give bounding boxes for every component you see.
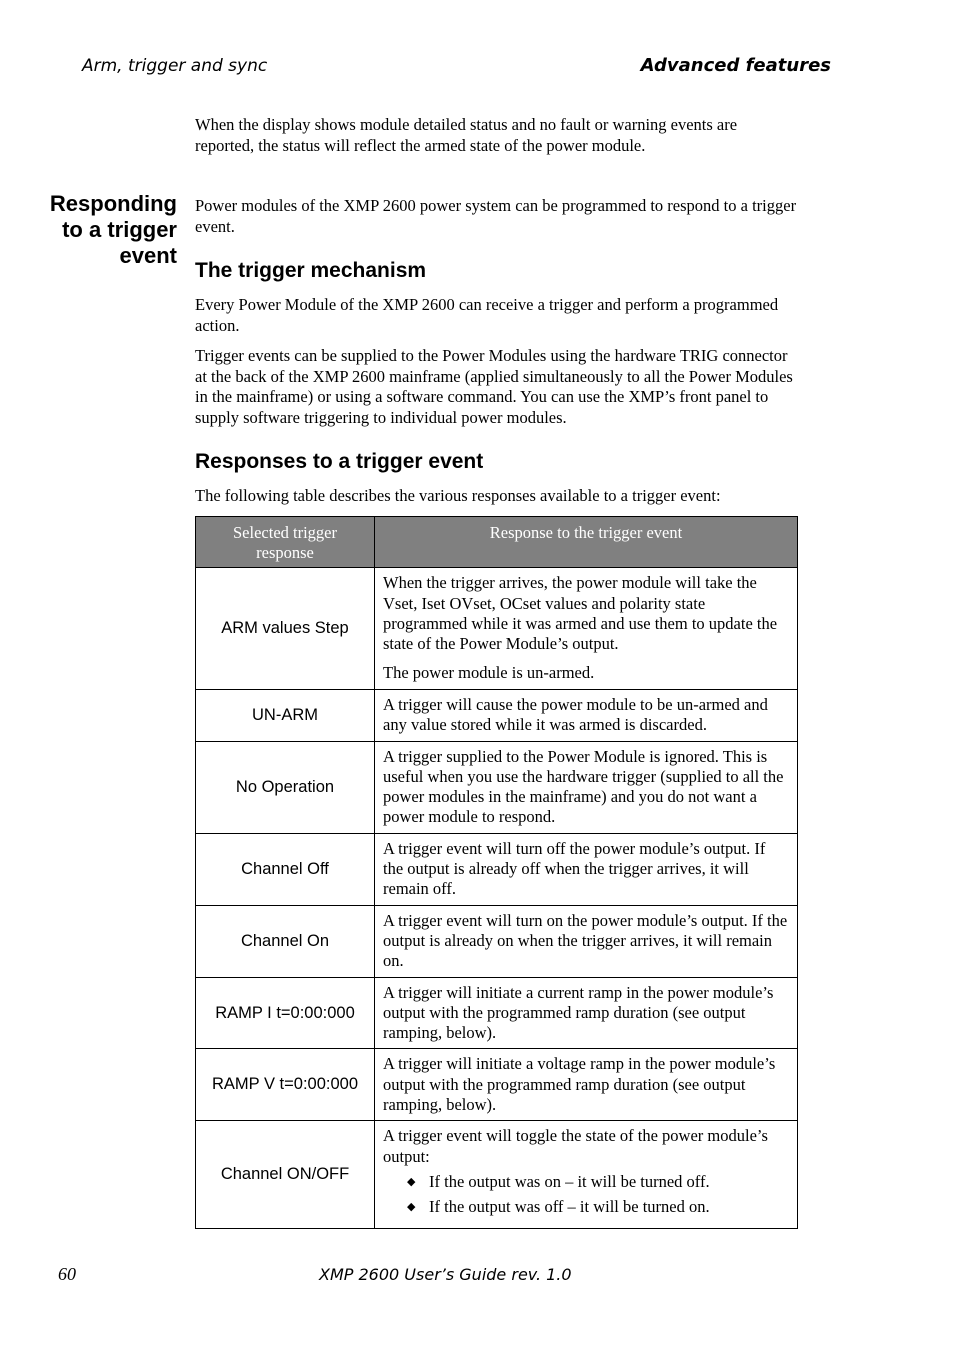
response-name: Channel On: [196, 905, 375, 977]
column-header-response: Selected trigger response: [196, 517, 375, 568]
response-description: [375, 1121, 798, 1228]
footer-guide-title: XMP 2600 User’s Guide: [319, 1265, 507, 1284]
list-item: [405, 1172, 789, 1192]
response-description: [375, 568, 798, 690]
response-name: UN-ARM: [196, 690, 375, 742]
responses-intro: The following table describes the various responses available to a trigger event:: [195, 486, 721, 505]
description-text: A trigger event will toggle the state of the power module’s output:: [383, 1126, 768, 1166]
description-text: A trigger will initiate a voltage ramp in the power module’s output with the programmed ramp duration (see output ramping, below).: [383, 1054, 776, 1115]
table-row: [196, 1049, 798, 1121]
response-name: RAMP V t=0:00:000: [196, 1049, 375, 1121]
mechanism-heading: The trigger mechanism: [195, 259, 427, 282]
footer-title: [319, 1265, 572, 1284]
description-text: A trigger event will turn on the power module’s output. If the output is already on when the trigger arrives, it will remain on.: [383, 910, 788, 971]
table-row: [196, 568, 798, 690]
bullet-list: [383, 1172, 789, 1218]
response-description: [375, 905, 798, 977]
table-row: [196, 833, 798, 905]
table-row: [196, 1121, 798, 1228]
response-description: [375, 1049, 798, 1121]
description-text: A trigger event will turn off the power module’s output. If the output is already off when the trigger arrives, it will remain off.: [383, 838, 766, 899]
response-description: [375, 977, 798, 1049]
page-number: 60: [58, 1264, 76, 1284]
table-row: [196, 977, 798, 1049]
mechanism-paragraph-1: Every Power Module of the XMP 2600 can receive a trigger and perform a programmed action.: [195, 295, 779, 335]
header-chapter: Arm, trigger and sync: [82, 56, 268, 76]
intro-paragraph: When the display shows module detailed status and no fault or warning events are reported, the status will reflect the armed state of the power module.: [195, 115, 738, 155]
header-section: Advanced features: [640, 55, 831, 76]
response-description: [375, 833, 798, 905]
response-name: ARM values Step: [196, 568, 375, 690]
description-text: A trigger will initiate a current ramp in the power module’s output with the programmed ramp duration (see output ramping, below).: [383, 982, 774, 1043]
description-text: A trigger will cause the power module to be un-armed and any value stored while it was armed is discarded.: [383, 695, 768, 735]
description-note: The power module is un-armed.: [383, 663, 595, 683]
table-row: [196, 741, 798, 833]
footer-revision: rev. 1.0: [511, 1265, 572, 1284]
diamond-bullet-icon: ◆: [407, 1175, 416, 1188]
diamond-bullet-icon: ◆: [407, 1201, 416, 1214]
response-name: RAMP I t=0:00:000: [196, 977, 375, 1049]
description-text: When the trigger arrives, the power module will take the Vset, Iset OVset, OCset values and polarity state programmed while it was armed and use them to update the state of the Power Module’s output.: [383, 573, 778, 654]
section-heading: Responding to a trigger event: [49, 191, 177, 268]
responses-heading: Responses to a trigger event: [195, 450, 484, 473]
response-description: [375, 690, 798, 742]
section-intro: Power modules of the XMP 2600 power system can be programmed to respond to a trigger event.: [195, 196, 797, 236]
list-item: [405, 1197, 789, 1217]
mechanism-paragraph-2: Trigger events can be supplied to the Power Modules using the hardware TRIG connector at the back of the XMP 2600 mainframe (applied simultaneously to all the Power Modules in the mainframe) or using a software command. You can use the XMP’s front panel to supply software triggering to individual power modules.: [195, 346, 793, 427]
response-name: Channel Off: [196, 833, 375, 905]
response-description: [375, 741, 798, 833]
table-row: [196, 905, 798, 977]
trigger-response-table: [195, 516, 798, 1229]
table-header-row: [196, 517, 798, 568]
column-header-description: Response to the trigger event: [375, 517, 798, 568]
bullet-text: If the output was on – it will be turned off.: [429, 1171, 710, 1191]
response-name: No Operation: [196, 741, 375, 833]
bullet-text: If the output was off – it will be turned on.: [429, 1197, 710, 1217]
table-row: [196, 690, 798, 742]
response-name: Channel ON/OFF: [196, 1121, 375, 1228]
description-text: A trigger supplied to the Power Module is ignored. This is useful when you use the hardware trigger (supplied to all the power modules in the mainframe) and you do not want a power module to respond.: [383, 746, 784, 827]
